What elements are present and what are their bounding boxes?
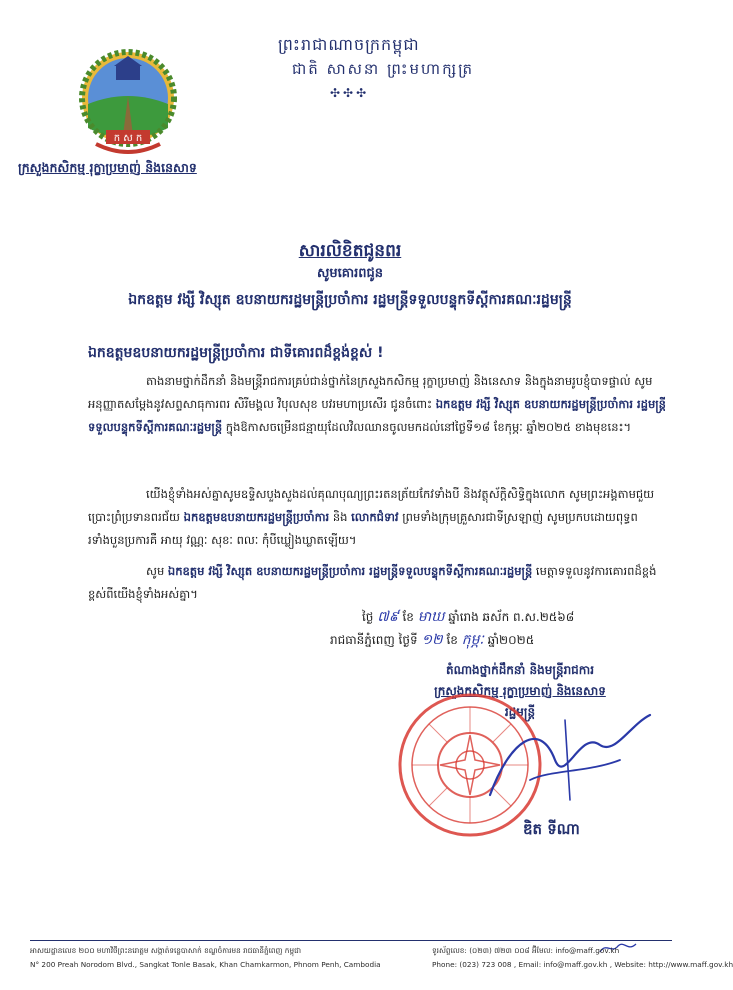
header-ornament: ✣✣✣ <box>330 86 370 100</box>
lunar-date <box>362 607 574 628</box>
footer-contact-khmer: ទូរស័ព្ទលេខ: (០២៣) ៧២៣ ០០៨ អ៊ីមែល: info@maff.gov.kh <box>432 946 620 955</box>
solar-place-label: រាជធានីភ្នំពេញ ថ្ងៃទី <box>330 633 418 647</box>
footer-address-english: N° 200 Preah Norodom Blvd., Sangkat Tonle Basak, Khan Chamkarmon, Phnom Penh, Cambodia <box>30 960 381 969</box>
signature-title-line-2: ក្រសួងកសិកម្ម រុក្ខាប្រមាញ់ និងនេសាទ <box>434 684 606 698</box>
national-motto: ជាតិ សាសនា ព្រះមហាក្សត្រ <box>292 60 475 78</box>
handwritten-signature <box>470 700 660 820</box>
solar-day-handwritten: ១២ <box>421 632 443 648</box>
footer-address-khmer: អាសយដ្ឋានលេខ ២០០ មហាវិថីព្រះនរោត្តម សង្កាត់ទន្លេបាសាក់ ខណ្ឌចំការមន រាជធានីភ្នំពេញ កម្ពុជា <box>30 946 302 955</box>
lunar-month-handwritten: មាឃ <box>417 609 445 625</box>
signature-title-line-3: រដ្ឋមន្ត្រី <box>504 705 536 719</box>
p2-recipient: ឯកឧត្តមឧបនាយករដ្ឋមន្ត្រីប្រចាំការ <box>183 510 330 524</box>
lunar-year: ឆ្នាំរោង ឆស័ក ព.ស.២៥៦៨ <box>448 610 575 624</box>
kingdom-heading: ព្រះរាជាណាចក្រកម្ពុជា <box>278 35 420 54</box>
p3-recipient: ឯកឧត្តម វង្សី វិស្សុត ឧបនាយករដ្ឋមន្ត្រីប្រចាំការ រដ្ឋមន្ត្រីទទួលបន្ទុកទីស្តីការគណៈរដ្ឋមន្ត្រី <box>167 564 533 578</box>
paragraph-2 <box>88 483 673 552</box>
solar-month-handwritten: កុម្ភៈ <box>461 632 484 648</box>
p3-lead: សូម <box>146 564 165 578</box>
letter-title: សារលិខិតជូនពរ <box>298 241 402 261</box>
p2-spouse: លោកជំទាវ <box>351 510 399 524</box>
p2-text: យើងខ្ញុំទាំងអស់គ្នាសូមឧទ្ទិសបួងសួងដល់គុណបុណ្យព្រះរតនត្រ័យកែវទាំងបី និងវត្ថុស័ក្តិសិទ្ធិក្នុងលោក សូមព្រះអង្គតាមជួយប្រោះព្រំប្រទានពរជ័យ <box>88 487 655 524</box>
paragraph-3 <box>88 560 673 606</box>
p1-occasion: ក្នុងឱកាសចម្រើនជន្មាយុដែលវិលឈានចូលមកដល់នៅថ្ងៃទី១៨ ខែកុម្ភៈ ឆ្នាំ២០២៥ ខាងមុខនេះ។ <box>225 420 632 434</box>
letter-recipient: ឯកឧត្តម វង្សី វិស្សុត ឧបនាយករដ្ឋមន្ត្រីប្រចាំការ រដ្ឋមន្ត្រីទទួលបន្ទុកទីស្តីការគណៈរដ្ឋមន្ត្រី <box>128 292 572 308</box>
footer-contact-english: Phone: (023) 723 008 , Email: info@maff.gov.kh , Website: http://www.maff.gov.kh <box>432 960 733 969</box>
solar-month-label: ខែ <box>446 633 458 647</box>
logo-text: ក ស ក <box>113 133 143 144</box>
salutation: ឯកឧត្តមឧបនាយករដ្ឋមន្ត្រីប្រចាំការ ជាទីគោរពដ៏ខ្ពង់ខ្ពស់ ! <box>88 345 384 361</box>
solar-date <box>330 630 534 651</box>
p2-blessing: ព្រមទាំងក្រុមគ្រួសារជាទីស្រឡាញ់ សូមប្រកបដោយពុទ្ធពរទាំងបួនប្រការគឺ អាយុ វណ្ណៈ សុខៈ ពលៈ កុំបីឃ្លៀងឃ្លាតឡើយ។ <box>88 510 638 547</box>
ministry-emblem-logo <box>78 48 178 160</box>
signature-title-line-1: តំណាងថ្នាក់ដឹកនាំ និងមន្ត្រីរាជការ <box>445 663 595 677</box>
p3-closing: មេត្តាទទួលនូវការគោរពដ៏ខ្ពង់ខ្ពស់ពីយើងខ្ញុំទាំងអស់គ្នា។ <box>88 564 657 601</box>
solar-year: ឆ្នាំ២០២៥ <box>487 633 535 647</box>
letter-respect-line: សូមគោរពជូន <box>316 266 383 281</box>
signatory-name: ឌិត ទីណា <box>523 820 580 838</box>
ministry-name: ក្រសួងកសិកម្ម រុក្ខាប្រមាញ់ និងនេសាទ <box>18 160 197 175</box>
p2-conjunction: និង <box>332 510 348 524</box>
lunar-day-label: ថ្ងៃ <box>362 610 374 624</box>
footer-divider <box>30 940 672 941</box>
lunar-day-handwritten: ៧៩ <box>377 609 399 625</box>
paragraph-1 <box>88 370 673 439</box>
p1-text: តាងនាមថ្នាក់ដឹកនាំ និងមន្ត្រីរាជការគ្រប់ជាន់ថ្នាក់នៃក្រសួងកសិកម្ម រុក្ខាប្រមាញ់ និងនេសាទ និងក្នុងនាមរូបខ្ញុំបាទផ្ទាល់ សូមអនុញ្ញាតសម្តែងនូវសព្ទសាធុការពរ សិរីមង្គល វិបុលសុខ បវរមហាប្រសើរ ជូនចំពោះ <box>88 374 653 411</box>
p1-recipient: ឯកឧត្តម វង្សី វិស្សុត ឧបនាយករដ្ឋមន្ត្រីប្រចាំការ រដ្ឋមន្ត្រីទទួលបន្ទុកទីស្តីការគណៈរដ្ឋមន្ត្រី <box>88 397 666 434</box>
lunar-month-label: ខែ <box>402 610 414 624</box>
